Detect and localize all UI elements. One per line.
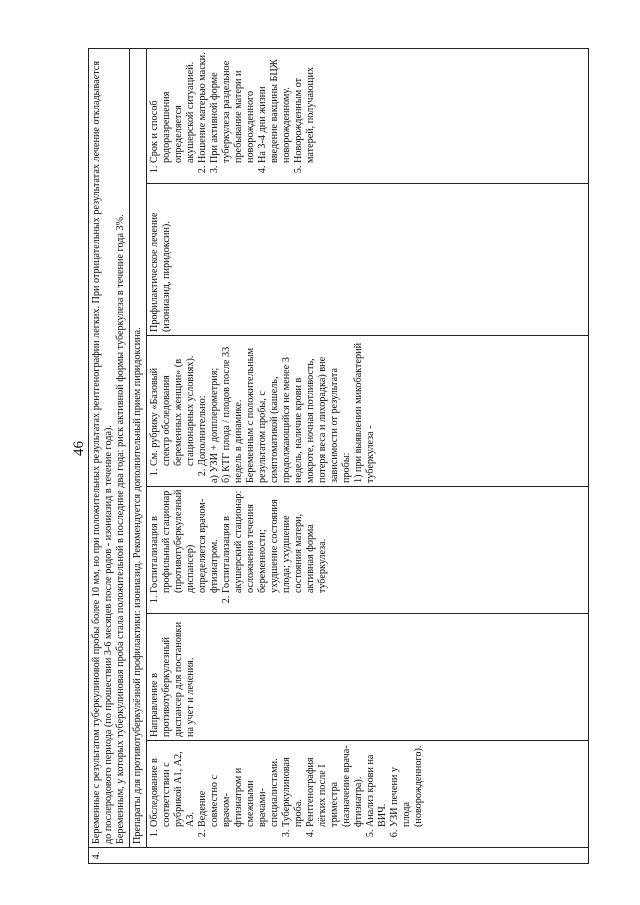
hospitalization-cell bbox=[147, 487, 589, 614]
exam-item: 1. Обследование в соответствии с рубрикой А1, А2, А3. bbox=[149, 744, 197, 827]
rotated-page bbox=[88, 49, 628, 864]
additional-line: а) УЗИ + допплерометрия; bbox=[209, 367, 220, 483]
hosp-item: 1. Госпитализация в профильный стационар (противотуберкулезный диспансер) определяется врачом-фтизиатром. bbox=[149, 490, 221, 593]
additional-item: 1. См. рубрику «Базовый спектр обследования беременных женщин» (в стационарных условиях). bbox=[149, 339, 197, 466]
exam-item: 4. Рентгенография лёгких после I триместра (назначение врача-фтизиатра). bbox=[305, 744, 365, 827]
intro-block bbox=[89, 48, 130, 847]
additional-line: б) КТГ плода / плодов после 33 недель в динамике. bbox=[221, 346, 244, 483]
delivery-item: 2. Ношение матерью маски. bbox=[197, 52, 209, 163]
delivery-item: 1. Срок и способ родоразрешения определяется акушерской ситуацией. bbox=[149, 52, 197, 163]
additional-line: 1) при выявлении микобактерий туберкулеза - bbox=[353, 342, 376, 483]
additional-line: Беременным с положительным результатом пробы, с симптоматикой (кашель, продолжающийся не менее 3 недель, наличие крови в мокроте, ночная потливость, потеря веса и лихорадка) вне зависимости от результата пробы: bbox=[245, 347, 352, 483]
exam-item: 2. Ведение совместно с врачом-фтизиатром и смежными врачами-специалистами. bbox=[197, 744, 281, 827]
prophylaxis-cell: Профилактическое лечение (изониазид, пиридоксин). bbox=[147, 184, 589, 336]
content-row bbox=[147, 48, 589, 863]
exam-item: 6. УЗИ печени у плода (новорожденного). bbox=[389, 744, 425, 827]
additional-cell bbox=[147, 336, 589, 487]
exam-item: 3. Туберкулиновая проба. bbox=[281, 744, 305, 827]
additional-item: 2. Дополнительно: bbox=[197, 339, 209, 466]
exam-item: 5. Анализ крови на ВИЧ. bbox=[365, 744, 389, 827]
delivery-item: 5. Новорожденным от матерей, получающих bbox=[293, 52, 317, 163]
exam-cell bbox=[147, 741, 589, 848]
drugs-line: Препараты для противотуберкулёзной профилактики: изониазид. Рекомендуется дополнительный прием пиридоксина. bbox=[130, 48, 147, 847]
delivery-item: 3. При активной форме туберкулеза раздельное пребывание матери и новорожденного bbox=[209, 52, 257, 163]
clinical-table bbox=[88, 48, 589, 864]
delivery-cell bbox=[147, 48, 589, 183]
referral-cell: Направление в противотуберкулезный диспансер для постановки на учет и лечения. bbox=[147, 614, 589, 741]
intro-item-2: Беременным, у которых туберкулиновая проба стала положительной в последние два года: риск активной формы туберкулеза в течение года 3%. bbox=[115, 214, 126, 844]
drugs-row bbox=[130, 48, 147, 863]
page-number: 46 bbox=[71, 441, 87, 456]
row-number: 4. bbox=[89, 848, 589, 864]
header-row bbox=[89, 48, 130, 863]
intro-item-1: Беременные с результатом туберкулиновой пробы более 10 мм, но при положительных результатах рентгенографии легких. При отрицательных результатах лечение откладывается до послеродового периода (по прошествии 3-6 месяцев после родов - изониазид в течение года). bbox=[91, 60, 114, 844]
hosp-item: 2. Госпитализация в акушерский стационар: осложнения течения беременности; ухудшение состояния плода; ухудшение состояния матери, активная форма туберкулеза. bbox=[221, 490, 329, 593]
delivery-item: 4. На 3-4 дни жизни введение вакцины БЦЖ новорожденному. bbox=[257, 52, 293, 163]
